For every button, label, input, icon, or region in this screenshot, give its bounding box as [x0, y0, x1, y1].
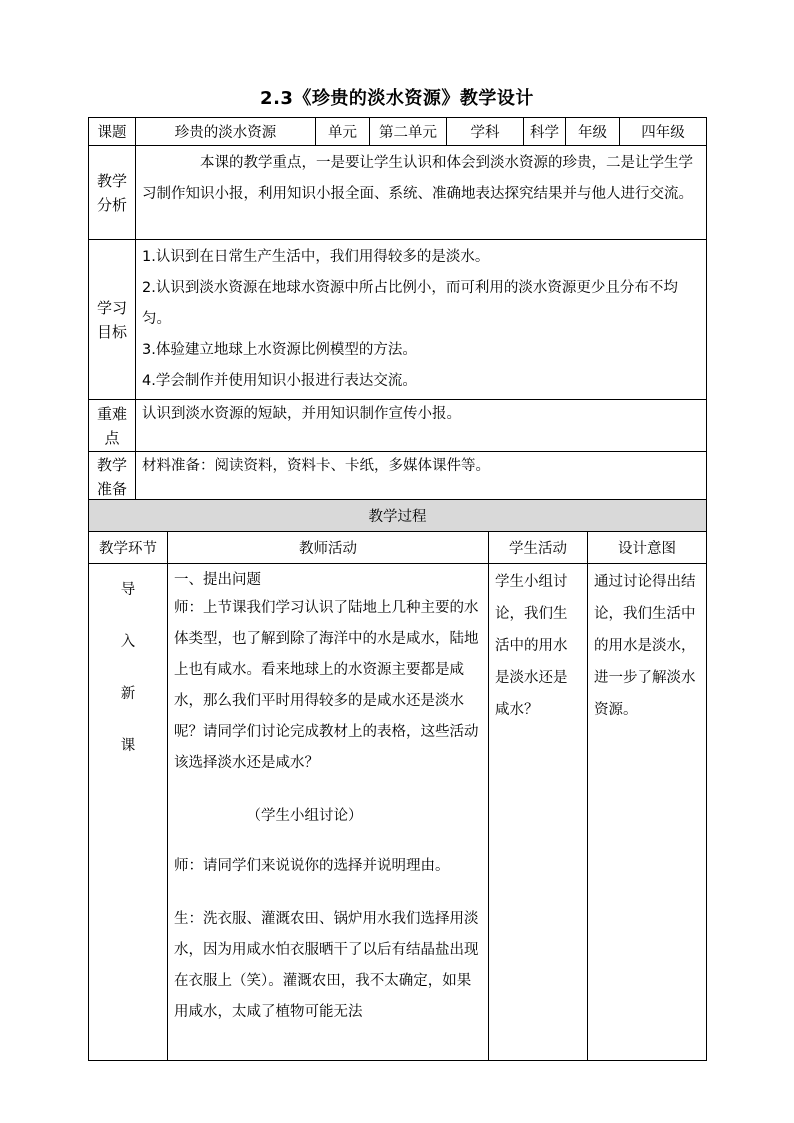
teacher-paragraph: 生：洗衣服、灌溉农田、锅炉用水我们选择用淡水，因为用咸水怕衣服晒干了以后有结晶盐出现在衣服上（笑）。灌溉农田，我不太确定，如果用咸水，太咸了植物可能无法	[174, 911, 479, 1020]
subject-value: 科学	[524, 118, 566, 146]
preparation-label	[89, 452, 136, 502]
student-activity-cell: 学生小组讨论，我们生活中的用水是淡水还是咸水？	[489, 564, 588, 1061]
stage-char: 课	[120, 738, 136, 754]
grade-value: 四年级	[620, 118, 707, 146]
stage-char: 导	[120, 582, 136, 598]
subject-label: 学科	[447, 118, 524, 146]
col-stage-header: 教学环节	[89, 532, 168, 564]
objectives-list	[136, 240, 707, 400]
process-header: 教学过程	[89, 500, 707, 532]
objective-item: 1.认识到在日常生产生活中，我们用得较多的是淡水。	[142, 249, 490, 265]
col-student-header: 学生活动	[489, 532, 588, 564]
objective-item: 2.认识到淡水资源在地球水资源中所占比例小，而可利用的淡水资源更少且分布不均匀。	[142, 280, 678, 327]
objective-item: 4.学会制作并使用知识小报进行表达交流。	[142, 373, 417, 389]
lesson-info-table	[88, 117, 707, 502]
keypoints-label	[89, 400, 136, 452]
objective-item: 3.体验建立地球上水资源比例模型的方法。	[142, 342, 417, 358]
analysis-label	[89, 146, 136, 240]
topic-value: 珍贵的淡水资源	[136, 118, 316, 146]
stage-char: 入	[120, 634, 136, 650]
page-title: 2.3《珍贵的淡水资源》教学设计	[260, 88, 534, 109]
col-intent-header: 设计意图	[588, 532, 707, 564]
teacher-paragraph: 师：上节课我们学习认识了陆地上几种主要的水体类型，也了解到除了海洋中的水是咸水，陆地上也有咸水。看来地球上的水资源主要都是咸水，那么我们平时用得较多的是咸水还是淡水呢？请同学们讨论完成教材上的表格，这些活动该选择淡水还是咸水？	[174, 600, 479, 771]
unit-value: 第二单元	[370, 118, 447, 146]
teacher-paragraph: （学生小组讨论）	[246, 808, 363, 824]
preparation-text: 材料准备：阅读资料，资料卡、卡纸，多媒体课件等。	[136, 452, 707, 502]
topic-label: 课题	[89, 118, 136, 146]
keypoints-text: 认识到淡水资源的短缺，并用知识制作宣传小报。	[136, 400, 707, 452]
keypoints-label-text: 重难点	[96, 404, 127, 447]
design-intent-cell: 通过讨论得出结论，我们生活中的用水是淡水，进一步了解淡水资源。	[588, 564, 707, 1061]
stage-char: 新	[120, 686, 136, 702]
unit-label: 单元	[316, 118, 370, 146]
teacher-activity-cell	[168, 564, 489, 1061]
objectives-label-text: 学习目标	[96, 298, 127, 341]
preparation-label-text: 教学准备	[96, 455, 127, 498]
teacher-heading: 一、提出问题	[174, 572, 261, 588]
objectives-label	[89, 240, 136, 400]
grade-label: 年级	[566, 118, 620, 146]
teacher-paragraph: 师：请同学们来说说你的选择并说明理由。	[174, 858, 450, 874]
analysis-text: 本课的教学重点，一是要让学生认识和体会到淡水资源的珍贵，二是让学生学习制作知识小报，利用知识小报全面、系统、准确地表达探究结果并与他人进行交流。	[136, 146, 707, 240]
stage-cell	[89, 564, 168, 1061]
col-teacher-header: 教师活动	[168, 532, 489, 564]
teaching-process-table	[88, 499, 707, 1061]
analysis-label-text: 教学分析	[96, 171, 127, 214]
